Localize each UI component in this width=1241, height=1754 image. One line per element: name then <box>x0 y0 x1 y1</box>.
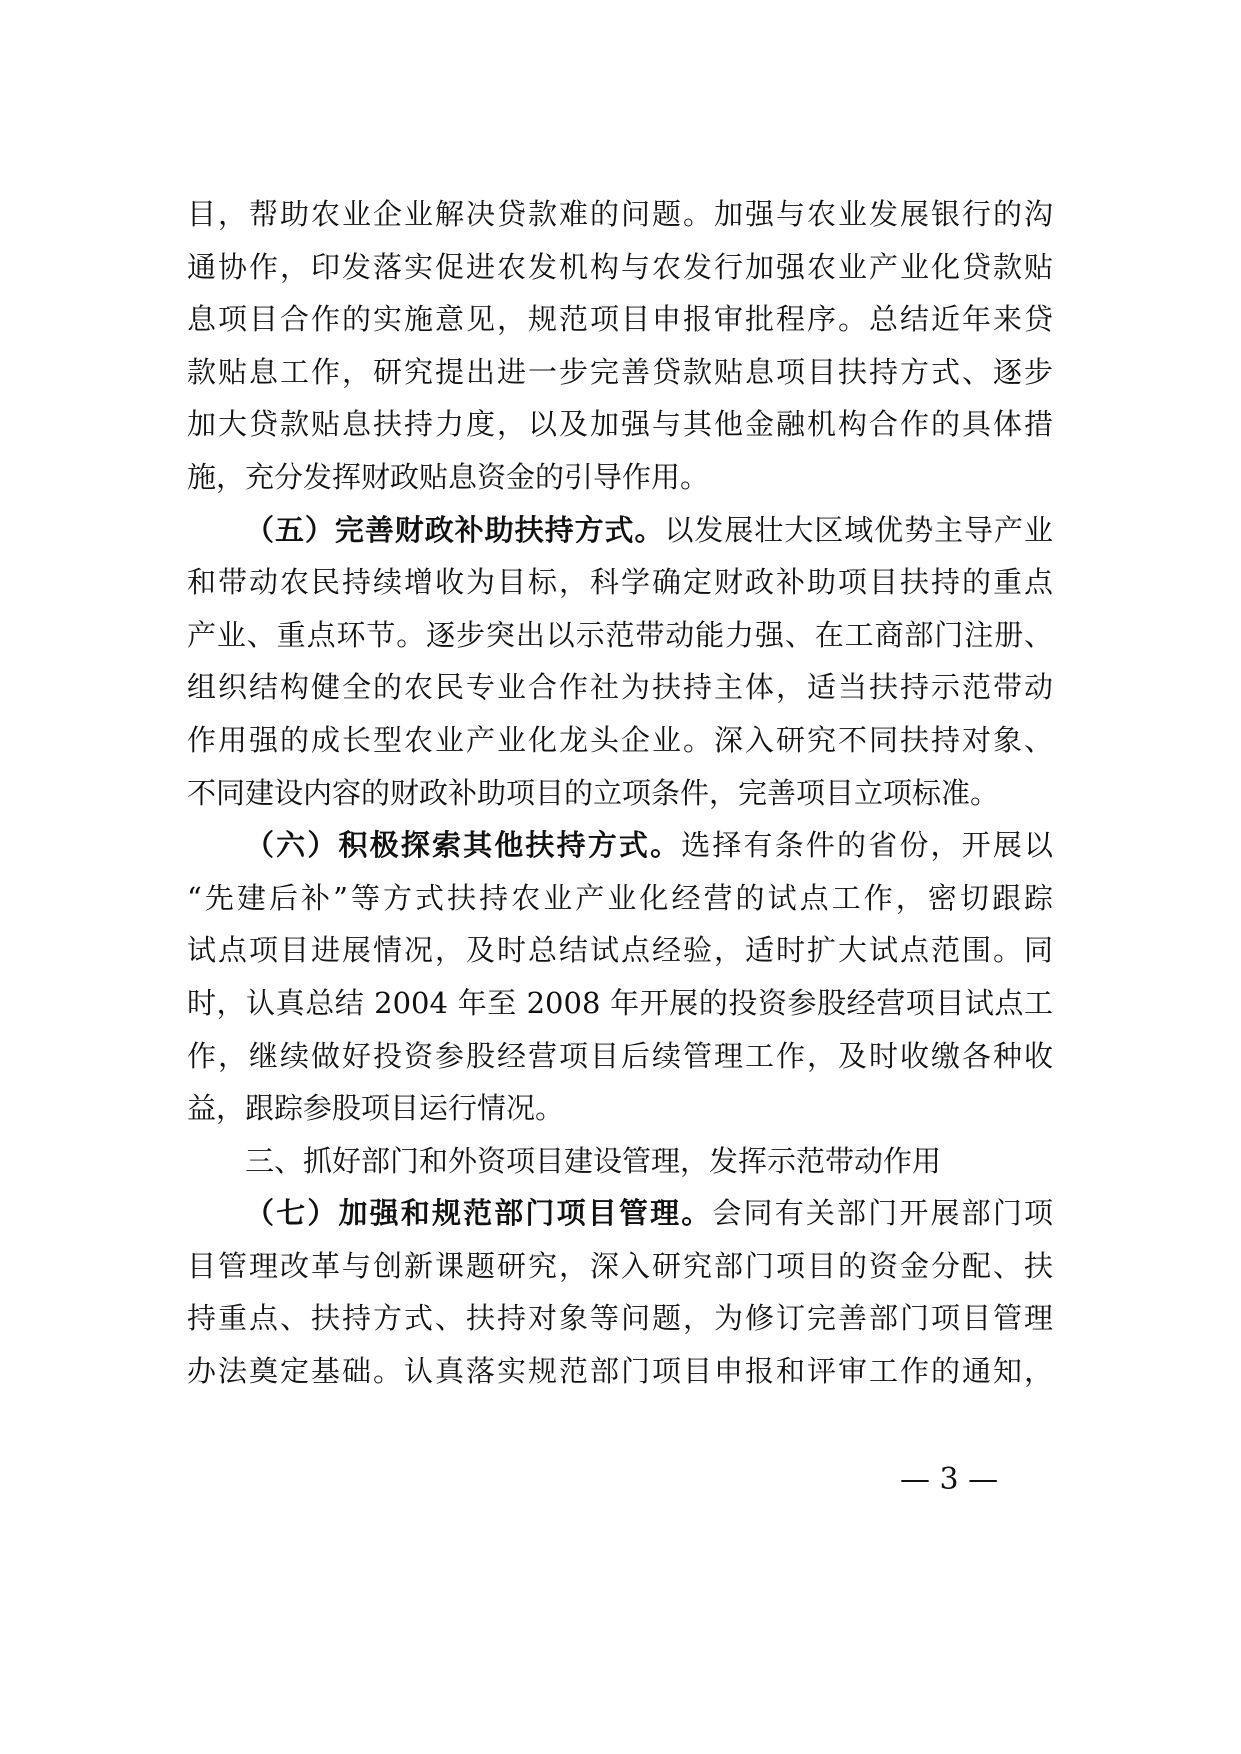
section-heading: 三、抓好部门和外资项目建设管理，发挥示范带动作用 <box>245 1143 942 1178</box>
paragraph-heading: （六）积极探索其他扶持方式。 <box>245 828 682 863</box>
text-line: 时，认真总结 2004 年至 2008 年开展的投资参股经营项目试点工 <box>187 985 1053 1020</box>
paragraph-other-support <box>187 819 1053 1135</box>
text-line: 加大贷款贴息扶持力度，以及加强与其他金融机构合作的具体措 <box>187 407 1053 442</box>
text-line <box>187 504 1053 557</box>
text-line: 办法奠定基础。认真落实规范部门项目申报和评审工作的通知， <box>187 1354 1053 1389</box>
text-line: 持重点、扶持方式、扶持对象等问题，为修订完善部门项目管理 <box>187 1301 1053 1336</box>
paragraph-text: 选择有条件的省份，开展以 <box>681 828 1053 863</box>
text-line <box>187 1187 1053 1240</box>
text-line: 款贴息工作，研究提出进一步完善贷款贴息项目扶持方式、逐步 <box>187 354 1053 389</box>
paragraph-department-projects <box>187 1187 1053 1397</box>
paragraph-fiscal-subsidy <box>187 504 1053 820</box>
text-line: 作，继续做好投资参股经营项目后续管理工作，及时收缴各种收 <box>187 1038 1053 1073</box>
text-line: 益，跟踪参股项目运行情况。 <box>187 1091 565 1126</box>
paragraph-heading: （五）完善财政补助扶持方式。 <box>245 512 665 547</box>
paragraph-text: 以发展壮大区域优势主导产业 <box>664 512 1053 547</box>
text-line <box>187 819 1053 872</box>
text-line: 作用强的成长型农业产业化龙头企业。深入研究不同扶持对象、 <box>187 722 1053 757</box>
text-line: 息项目合作的实施意见，规范项目申报审批程序。总结近年来贷 <box>187 302 1053 337</box>
page-number: — 3 — <box>900 1462 999 1497</box>
text-line: “先建后补”等方式扶持农业产业化经营的试点工作，密切跟踪 <box>187 880 1053 915</box>
text-line: 产业、重点环节。逐步突出以示范带动能力强、在工商部门注册、 <box>187 617 1053 652</box>
document-body <box>187 188 1053 1398</box>
text-line: 通协作，印发落实促进农发机构与农发行加强农业产业化贷款贴 <box>187 249 1053 284</box>
paragraph-text: 会同有关部门开展部门项 <box>712 1196 1053 1231</box>
paragraph-heading: （七）加强和规范部门项目管理。 <box>245 1196 713 1231</box>
text-line: 目管理改革与创新课题研究，深入研究部门项目的资金分配、扶 <box>187 1248 1053 1283</box>
text-line: 施，充分发挥财政贴息资金的引导作用。 <box>187 459 710 494</box>
text-line: 组织结构健全的农民专业合作社为扶持主体，适当扶持示范带动 <box>187 670 1053 705</box>
text-line: 试点项目进展情况，及时总结试点经验，适时扩大试点范围。同 <box>187 933 1053 968</box>
text-line: 不同建设内容的财政补助项目的立项条件，完善项目立项标准。 <box>187 775 1000 810</box>
paragraph-loan-subsidy <box>187 188 1053 504</box>
text-line: 目，帮助农业企业解决贷款难的问题。加强与农业发展银行的沟 <box>187 197 1053 231</box>
text-line: 和带动农民持续增收为目标，科学确定财政补助项目扶持的重点 <box>187 565 1053 600</box>
